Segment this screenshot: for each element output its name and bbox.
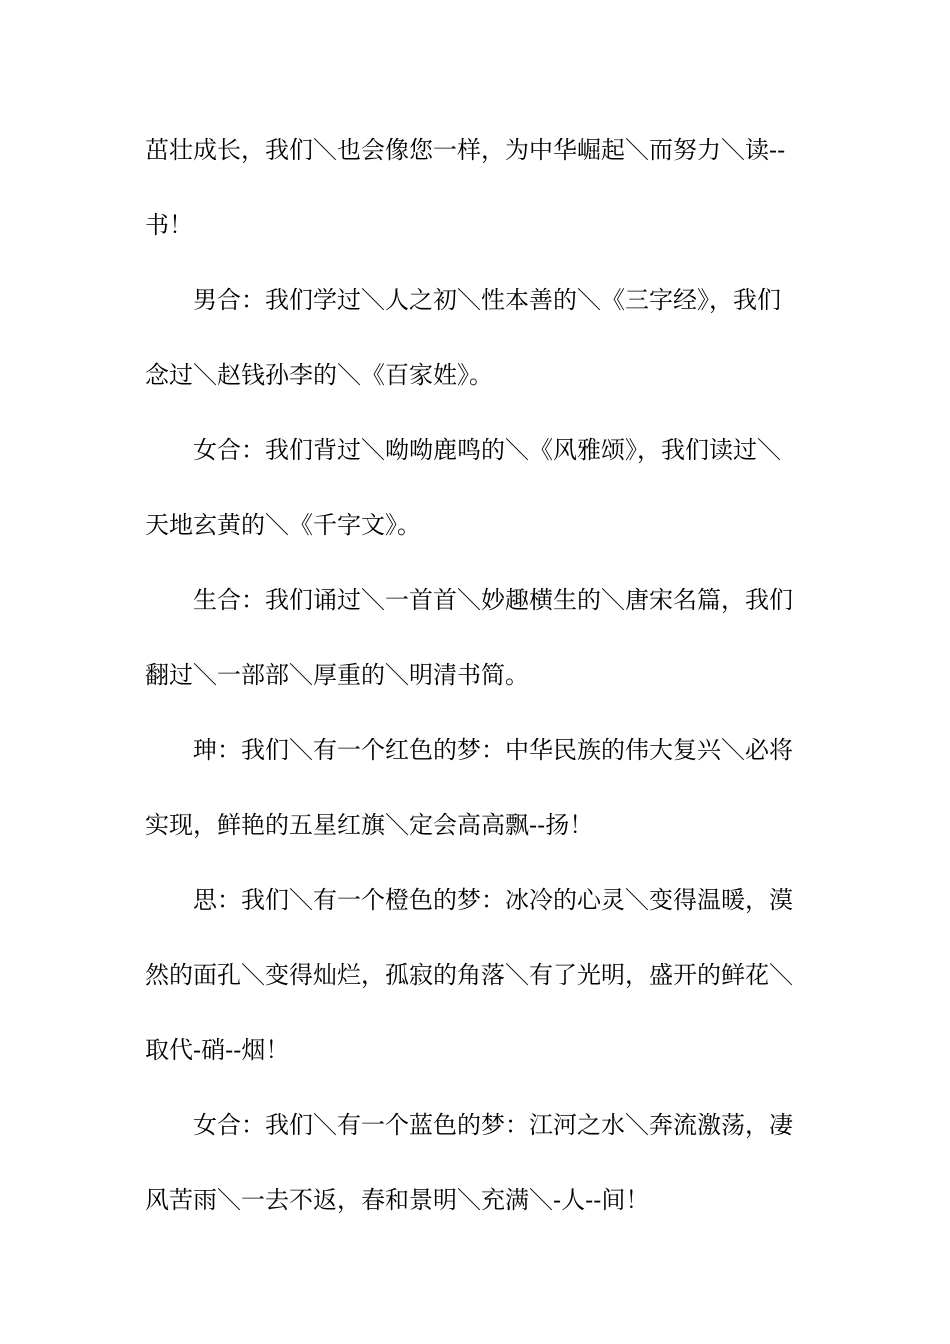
- paragraph-start-student-chorus: 生合：我们诵过＼一首首＼妙趣横生的＼唐宋名篇，我们: [193, 586, 793, 614]
- paragraph-start-male-chorus: 男合：我们学过＼人之初＼性本善的＼《三字经》，我们: [193, 286, 781, 314]
- text-line: 书！: [145, 211, 193, 239]
- text-line: 风苦雨＼一去不返，春和景明＼充满＼-人--间！: [145, 1186, 650, 1214]
- paragraph-start-female-chorus: 女合：我们背过＼呦呦鹿鸣的＼《风雅颂》，我们读过＼: [193, 436, 781, 464]
- text-line: 翻过＼一部部＼厚重的＼明清书简。: [145, 661, 529, 689]
- text-line: 天地玄黄的＼《千字文》。: [145, 511, 421, 539]
- paragraph-start-shen: 珅：我们＼有一个红色的梦：中华民族的伟大复兴＼必将: [193, 736, 793, 764]
- text-line: 然的面孔＼变得灿烂，孤寂的角落＼有了光明，盛开的鲜花＼: [145, 961, 793, 989]
- text-line: 念过＼赵钱孙李的＼《百家姓》。: [145, 361, 493, 389]
- text-line: 茁壮成长，我们＼也会像您一样，为中华崛起＼而努力＼读--: [145, 136, 786, 164]
- paragraph-start-si: 思：我们＼有一个橙色的梦：冰冷的心灵＼变得温暖，漠: [193, 886, 793, 914]
- paragraph-start-female-chorus-2: 女合：我们＼有一个蓝色的梦：江河之水＼奔流激荡，凄: [193, 1111, 793, 1139]
- text-line: 取代-硝--烟！: [145, 1036, 290, 1064]
- text-line: 实现，鲜艳的五星红旗＼定会高高飘--扬！: [145, 811, 594, 839]
